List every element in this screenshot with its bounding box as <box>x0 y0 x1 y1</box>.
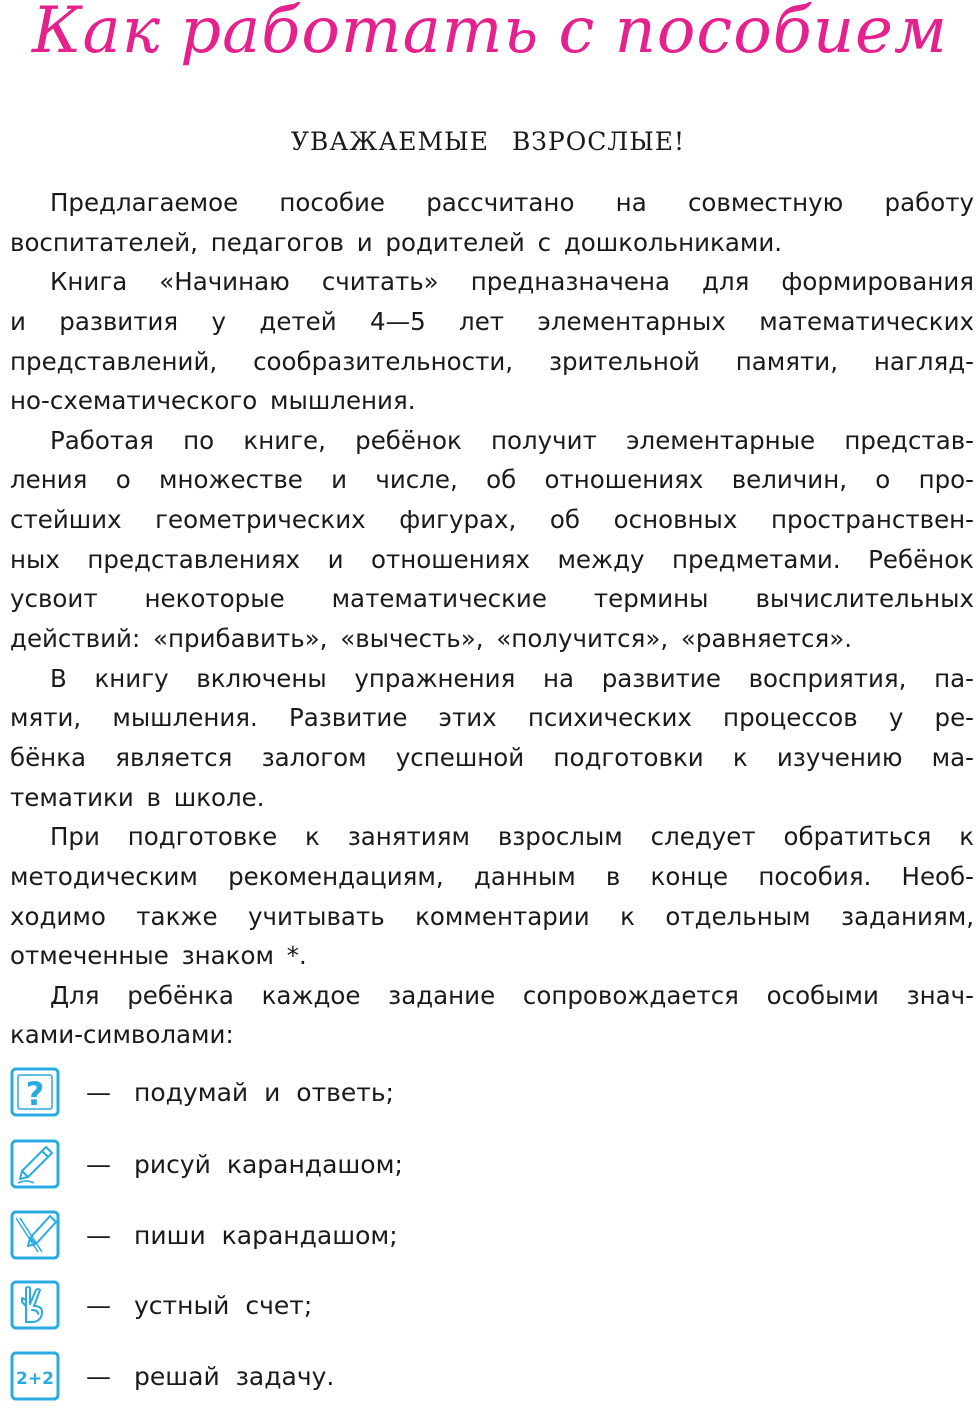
legend-dash: — <box>86 1290 111 1320</box>
text-line: Для ребёнка каждое задание сопровождается особыми знач- <box>50 980 974 1010</box>
body-text <box>10 183 974 1055</box>
legend-dash: — <box>86 1077 111 1107</box>
legend-item-problem <box>10 1350 334 1402</box>
section-heading: УВАЖАЕМЫЕ ВЗРОСЛЫЕ! <box>290 127 686 156</box>
text-line: стейших геометрических фигурах, об основных пространствен- <box>10 505 974 535</box>
question-glyph: ? <box>25 1075 45 1113</box>
legend-label: рисуй карандашом; <box>134 1149 403 1179</box>
legend-label: пиши карандашом; <box>134 1220 398 1250</box>
page-title <box>0 0 976 76</box>
math-problem-icon <box>10 1351 60 1401</box>
text-line: отмеченные знаком *. <box>10 941 307 971</box>
math-glyph: 2+2 <box>16 1369 54 1389</box>
title-word: с <box>558 0 596 68</box>
legend-dash: — <box>86 1149 111 1179</box>
text-line: представлений, сообразительности, зрительной памяти, нагляд- <box>10 346 974 376</box>
text-line: ками-символами: <box>10 1020 234 1050</box>
pencil-write-icon <box>10 1210 60 1260</box>
text-line: тематики в школе. <box>10 782 265 812</box>
text-line: усвоит некоторые математические термины вычислительных <box>10 584 974 614</box>
text-line: методическим рекомендациям, данным в конце пособия. Необ- <box>10 861 974 891</box>
legend-item-draw <box>10 1138 403 1190</box>
text-line: ления о множестве и числе, об отношениях величин, о про- <box>10 465 974 495</box>
question-icon <box>10 1067 60 1117</box>
title-word: Как <box>32 0 161 68</box>
text-line: но-схематического мышления. <box>10 386 416 416</box>
text-line: Работая по книге, ребёнок получит элементарные представ- <box>50 425 974 455</box>
text-line: В книгу включены упражнения на развитие восприятия, па- <box>50 663 974 693</box>
legend-label: устный счет; <box>134 1290 313 1320</box>
text-line: действий: «прибавить», «вычесть», «получится», «равняется». <box>10 624 852 654</box>
text-line: Предлагаемое пособие рассчитано на совместную работу <box>50 188 974 217</box>
title-word: работать <box>180 0 540 68</box>
text-line: и развития у детей 4—5 лет элементарных математических <box>10 306 974 336</box>
legend-label: решай задачу. <box>134 1361 335 1391</box>
legend-item-count <box>10 1279 312 1331</box>
legend-dash: — <box>86 1361 111 1391</box>
title-word: пособием <box>614 0 948 68</box>
text-line: При подготовке к занятиям взрослым следует обратиться к <box>50 822 974 852</box>
legend-item-think <box>10 1066 394 1118</box>
legend-dash: — <box>86 1220 111 1250</box>
text-line: мяти, мышления. Развитие этих психических процессов у ре- <box>10 703 974 733</box>
text-line: ных представлениях и отношениях между предметами. Ребёнок <box>10 544 974 574</box>
text-line: бёнка является залогом успешной подготовки к изучению ма- <box>10 742 974 772</box>
legend-item-write <box>10 1209 398 1261</box>
hand-count-icon <box>10 1280 60 1330</box>
legend-label: подумай и ответь; <box>134 1077 394 1107</box>
text-line: Книга «Начинаю считать» предназначена для формирования <box>50 267 974 297</box>
text-line: ходимо также учитывать комментарии к отдельным заданиям, <box>10 901 974 931</box>
pencil-draw-icon <box>10 1139 60 1189</box>
text-line: воспитателей, педагогов и родителей с дошкольниками. <box>10 227 783 257</box>
